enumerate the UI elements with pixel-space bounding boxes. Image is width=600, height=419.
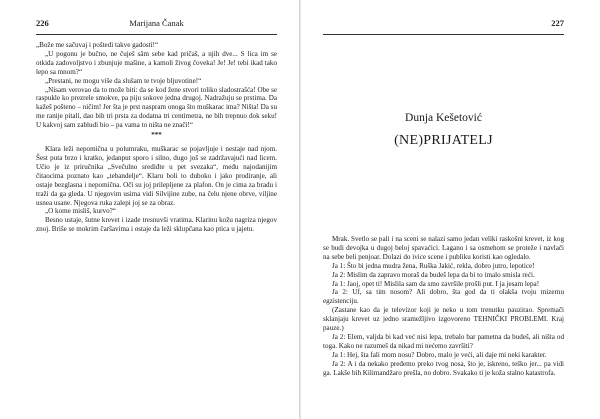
paragraph: Besno ustaje, šutne krevet i izade tresnuvši vratima. Klarinu kožu nagriza njegov znoj. Briše se mokrim čaršavima i ostaje da leži sklupčana kao ptica u jajetu. [36,216,277,234]
left-page-header [36,18,277,30]
paragraph: „O kome misliš, kurvo?“ [45,207,116,216]
paragraph: „Nisam verovao da to može biti: da se kod žene stvori toliko sladostrašća! Obe se raspukle ko prezrele smokve, pa piju sokove jedna drugoj. Nadražuju se prstima. Da kažeš pošteno – ničim! Jer šta je prst naspram onoga što muškarac ima? Ništa! Da su me ranije pitali, dao bih tri prsta za dodatna tri centimetra, ne bih trepnuo dok seku! U kakvoj sam zabludi bio – pa vama to ništa ne znači!“ [36,85,277,130]
paragraph: Ja 2: Uf, sa tim nosom? Ali dobro, šta god da ti olakša tvoju mizernu egzistenciju. [323,288,564,306]
left-page-text [36,41,277,234]
paragraph: Mrak. Svetlo se pali i na sceni se nalazi samo jedan veliki raskošni krevet, iz kog se budi devojka u dugoj beloj spavaćici. Lagano i sa osmehom se proteže i navlači na sebe beli penjoar. Dolazi do ivice scene i publiku koristi kao ogledalo. [323,235,564,261]
running-head: Marijana Čanak [129,18,184,28]
paragraph: „Prestani, ne mogu više da slušam te tvoje bljuvotine!“ [45,76,202,85]
paragraph: Ja 2: A i da nekako pređemo preko tvog nosa, što je, iskreno, teško jer... pa vidi ga. Lakše bih Kilimandžaro prešla, no dobro. Svakako ti je koža stalno katastrofa. [323,359,564,377]
paragraph: „U pogonu je bučno, ne čuješ sâm sebe kad pričaš, a njih dve... S lica im se otkida zadovoljstvo i zbunjuje mašine, a kamoli živog čoveka! Je! Je! tebi ikad tako lepo sa mnom?“ [36,49,277,76]
right-page-header [323,18,564,30]
paragraph: (Zastane kao da je televizor koji je neko u tom trenutku pauzirao. Spremači sklanjaju krevet uz jedno sramežljivo izgovoreno TEHNIČKI PROBLEMI. Kraj pauze.) [323,306,564,333]
paragraph: Ja 2: Mislim da zapravo moraš da budeš lepa da bi to imalo smisla reći. [332,270,535,279]
right-header-rule [323,34,564,35]
paragraph: Ja 1: Hej, šta fali mom nosu? Dobro, malo je veći, ali daje mi neki karakter. [332,350,547,359]
paragraph: Ja 1: Što bi jedna mudra žena, Ruška Jakić, rekla, dobro jutro, lepotice! [332,261,535,270]
paragraph: Ja 1: Jaoj, opet ti! Mislila sam da smo završile prošli put. I ja jesam lepa! [332,279,540,288]
paragraph: „Bože me sačuvaj i poštedi takve gadosti!“ [36,41,159,49]
right-page [301,0,600,419]
story-title: (NE)PRIJATELJ [394,133,493,148]
paragraph: Ja 2: Elem, valjda bi kad već nisi lepa, trebalo bar pametna da budeš, ali ništa od toga. Kako ne razumeš da nikad mi nećemo završiti? [323,332,564,350]
left-page [0,0,299,419]
section-separator: *** [151,131,162,140]
story-title-block [323,111,564,149]
right-page-number: 227 [551,18,564,28]
story-author: Dunja Kešetović [405,112,482,124]
paragraph: Klara leži nepomična u polumraku, muškarac se pojavljuje i nestaje nad njom. Šest puta brzo i kratko, jedanput sporo i silno, dugo još se zadržavajući nad licem. Učio je iz priručnika „Svečulno srediđte u pet svezaka“, među najodanijim čitaocima poznato kao „tebandelje“. Klaru boli to duboko i jako prodiranje, ali ostaje bezglasna i nepomična. Oči su joj prilepljene za plafon. On je cima za bradu i traži da ga gleda. U njegovim usima vidi Silvijine zube, na čelu njene obrve, viljine usnea usane. Njegova ruka zalepi joj se za obraz. [36,145,277,207]
left-page-number: 226 [36,18,49,28]
left-header-rule [36,34,277,35]
right-page-text [323,235,564,378]
